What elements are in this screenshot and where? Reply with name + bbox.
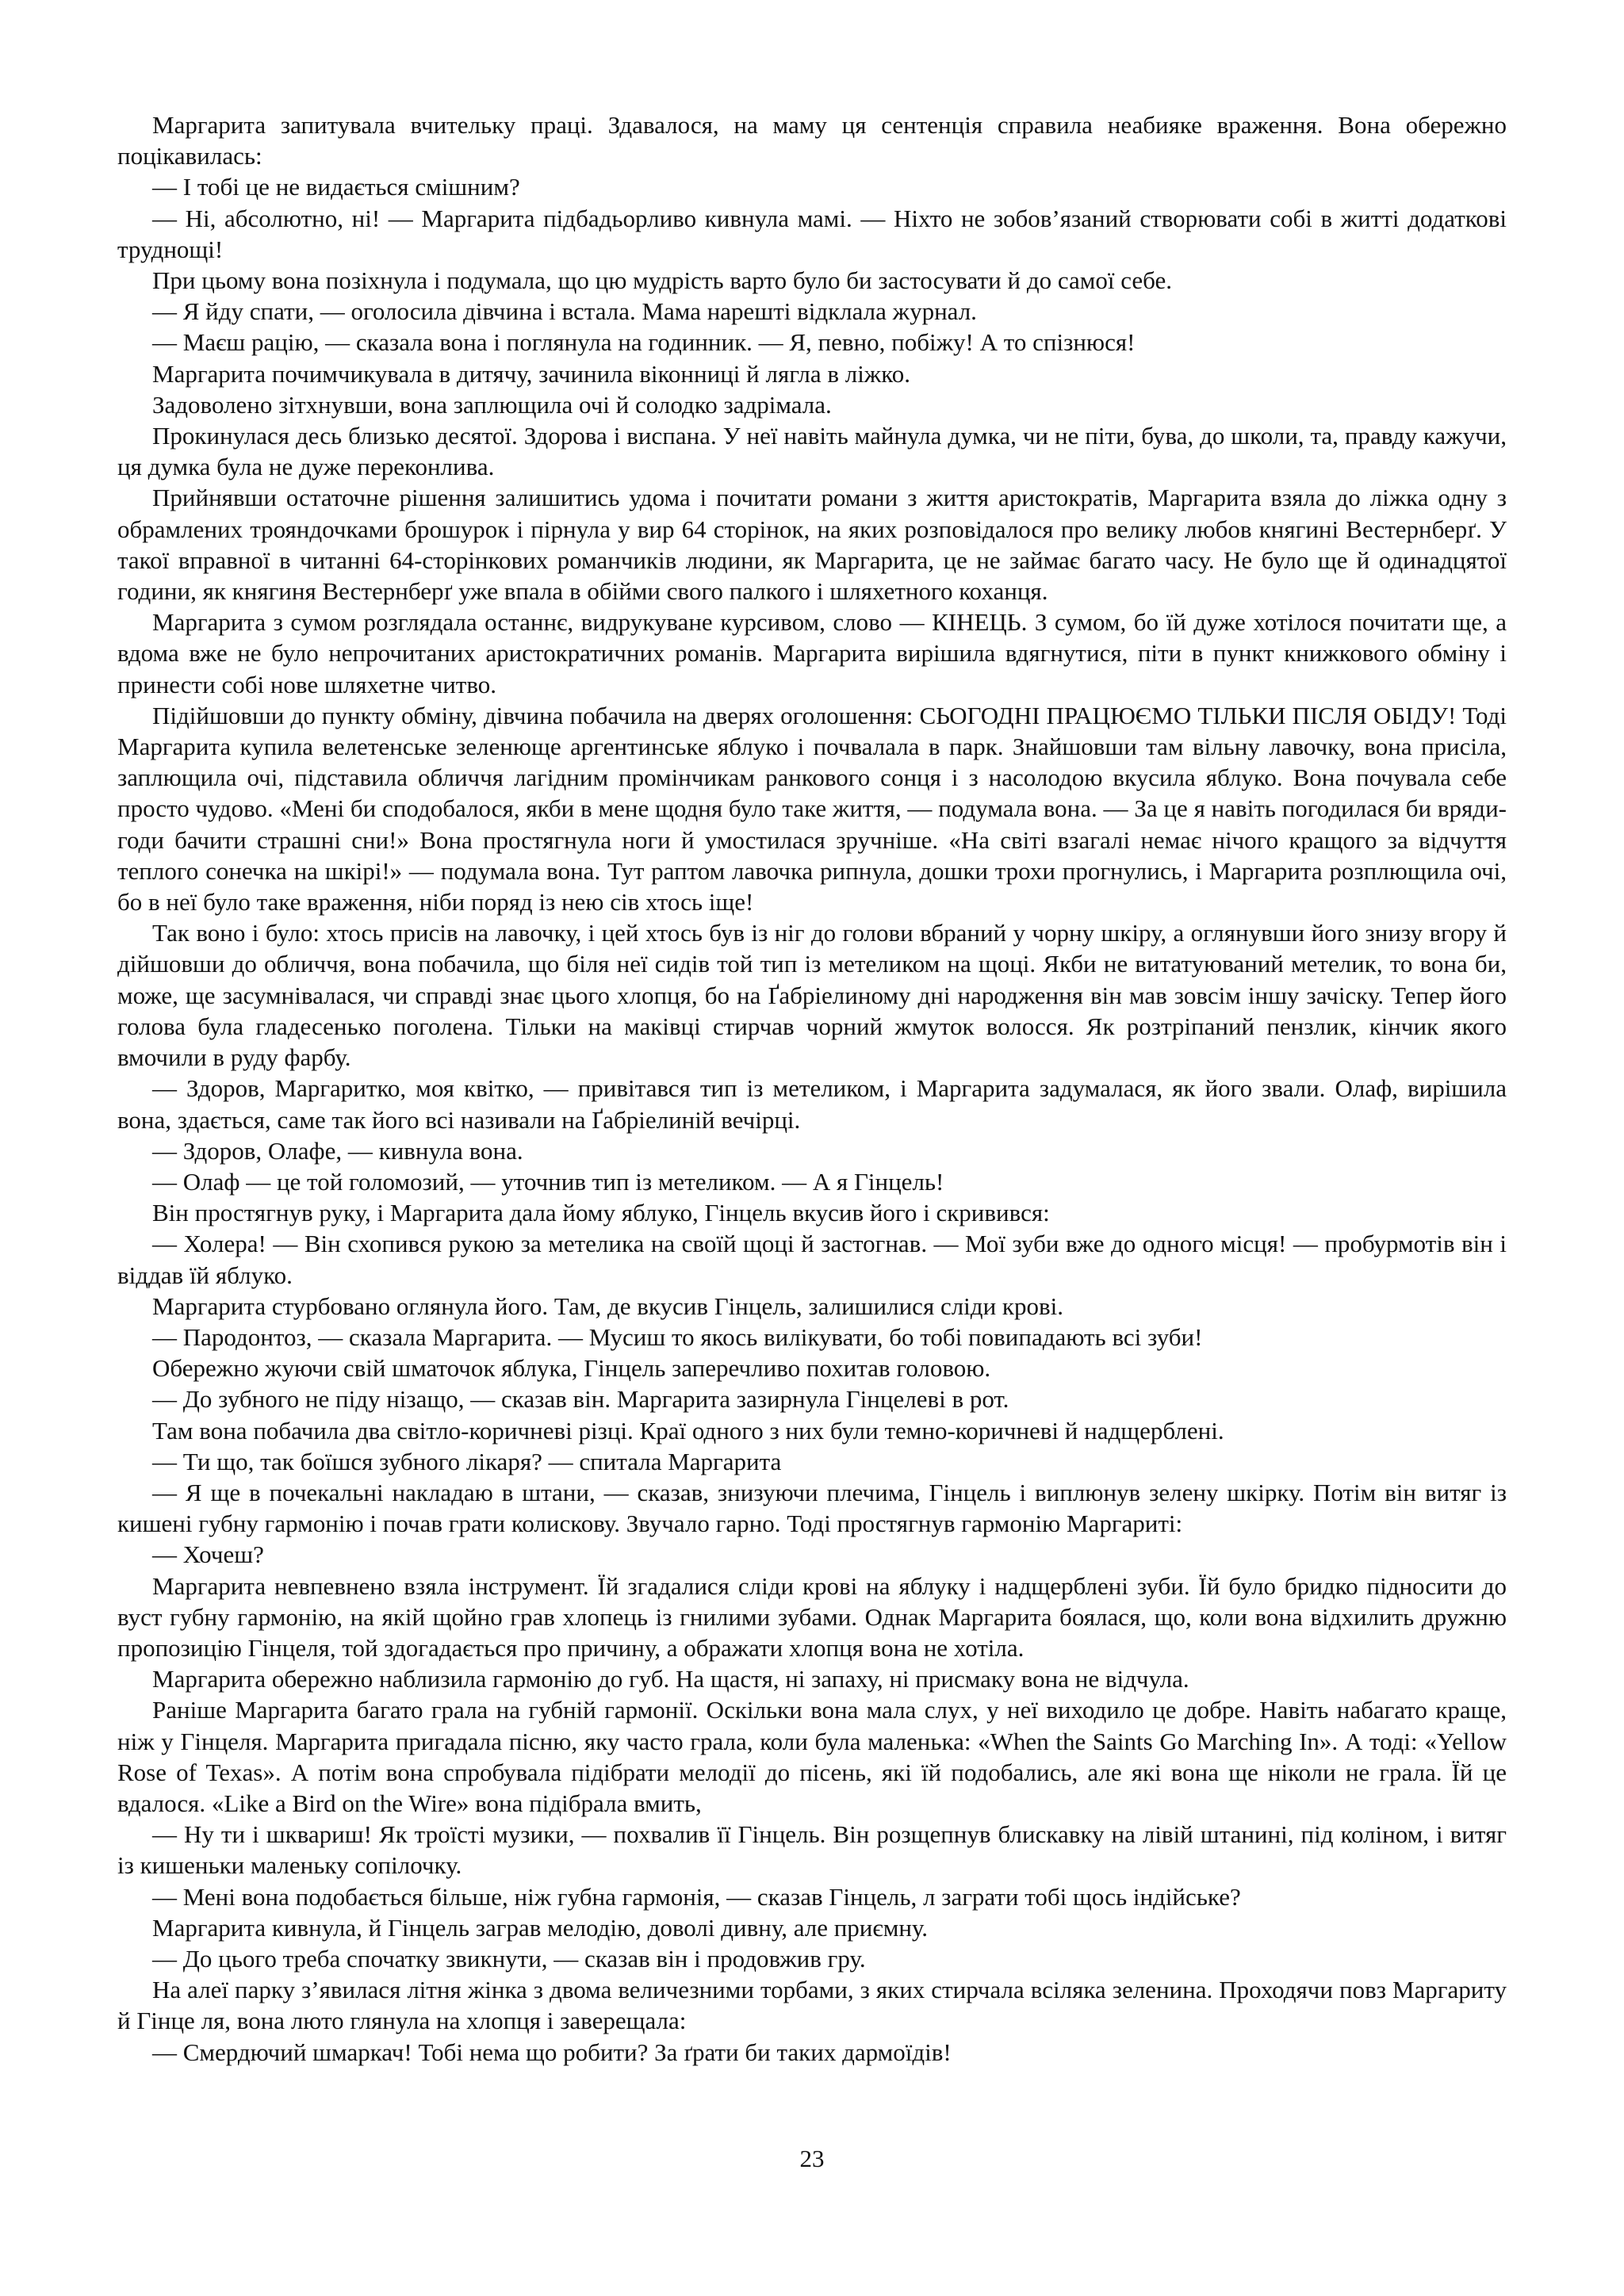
paragraph: — І тобі це не видається смішним? <box>152 173 520 201</box>
paragraph: — Пародонтоз, — сказала Маргарита. — Мусиш то якось вилікувати, бо тобі повипадають всі зуби! <box>152 1322 1203 1351</box>
paragraph: Маргарита обережно наблизила гармонію до губ. На щастя, ні запаху, ні присмаку вона не відчула. <box>152 1665 1189 1693</box>
paragraph: Маргарита невпевнено взяла інструмент. Їй згадалися сліди крові на яблуку і надщерблені зуби. Їй було бридко підносити до вуст губну гармонію, на якій щойно грав хлопець із гнилими зубами. Однак Маргарита боялася, що, коли вона відхилить дружню пропозицію Гінцеля, той здогадається про причину, а ображати хлопця вона не хотіла. <box>117 1571 1507 1662</box>
paragraph: Раніше Маргарита багато грала на губній гармонії. Оскільки вона мала слух, у неї виходило це добре. Навіть набагато краще, ніж у Гінцеля. Маргарита пригадала пісню, яку часто грала, коли була маленька: «When the Saints Go Marching In». А тоді: «Yellow Rose of Texas». А потім вона спробувала підібрати мелодії до пісень, які їй подобались, але які вона ще ніколи не грала. Їй це вдалося. «Like a Bird on the Wire» вона підібрала вмить, <box>117 1696 1507 1817</box>
paragraph: Обережно жуючи свій шматочок яблука, Гінцель заперечливо похитав головою. <box>152 1354 991 1383</box>
paragraph: — Смердючий шмаркач! Тобі нема що робити? За ґрати би таких дармоїдів! <box>152 2038 952 2066</box>
paragraph: — Здоров, Олафе, — кивнула вона. <box>152 1136 523 1165</box>
document-body <box>117 109 1507 2068</box>
paragraph: — Я ще в почекальні накладаю в штани, — сказав, знизуючи плечима, Гінцель і виплюнув зелену шкірку. Потім він витяг із кишені губну гармонію і почав грати колискову. Звучало гарно. Тоді простягнув гармонію Маргариті: <box>117 1478 1507 1538</box>
paragraph: Він простягнув руку, і Маргарита дала йому яблуко, Гінцель вкусив його і скривився: <box>152 1199 1050 1227</box>
paragraph: Маргарита стурбовано оглянула його. Там, де вкусив Гінцель, залишилися сліди крові. <box>152 1292 1063 1320</box>
paragraph: — До зубного не піду нізащо, — сказав він. Маргарита зазирнула Гінцелеві в рот. <box>152 1385 1009 1414</box>
paragraph: Прийнявши остаточне рішення залишитись удома і почитати романи з життя аристократів, Маргарита взяла до ліжка одну з обрамлених трояндочками брошурок і пірнула у вир 64 сторінок, на яких розповідалося про велику любов княгині Вестернберґ. У такої вправної в читанні 64-сторінкових романчиків людини, як Маргарита, це не займає багато часу. Не було ще й одинадцятої години, як княгиня Вестернберґ уже впала в обійми свого палкого і шляхетного коханця. <box>117 484 1507 606</box>
paragraph: — Мені вона подобається більше, ніж губна гармонія, — сказав Гінцель, л заграти тобі щось індійське? <box>152 1882 1241 1911</box>
paragraph: — До цього треба спочатку звикнути, — сказав він і продовжив гру. <box>152 1944 866 1973</box>
paragraph: — Хочеш? <box>152 1540 264 1569</box>
paragraph: — Маєш рацію, — сказала вона і поглянула на годинник. — Я, певно, побіжу! А то спізнюся! <box>152 328 1136 357</box>
paragraph: Там вона побачила два світло-коричневі різці. Краї одного з них були темно-коричневі й надщерблені. <box>152 1416 1224 1445</box>
paragraph: — Ти що, так боїшся зубного лікаря? — спитала Маргарита <box>152 1447 782 1475</box>
paragraph: Маргарита кивнула, й Гінцель заграв мелодію, доволі дивну, але приємну. <box>152 1913 929 1942</box>
paragraph: На алеї парку з’явилася літня жінка з двома величезними торбами, з яких стирчала всіляка зеленина. Проходячи повз Маргариту й Гінце ля, вона люто глянула на хлопця і заверещала: <box>117 1976 1507 2035</box>
paragraph: — Я йду спати, — оголосила дівчина і встала. Мама нарешті відклала журнал. <box>152 297 977 326</box>
paragraph: Маргарита почимчикувала в дитячу, зачинила віконниці й лягла в ліжко. <box>152 359 910 388</box>
paragraph: При цьому вона позіхнула і подумала, що цю мудрість варто було би застосувати й до самої себе. <box>152 266 1173 295</box>
paragraph: Маргарита запитувала вчительку праці. Здавалося, на маму ця сентенція справила неабияке враження. Вона обережно поцікавилась: <box>117 111 1507 170</box>
paragraph: Підійшовши до пункту обміну, дівчина побачила на дверях оголошення: СЬОГОДНІ ПРАЦЮЄМО ТІЛЬКИ ПІСЛЯ ОБІДУ! Тоді Маргарита купила велетенське зеленюще аргентинське яблуко і почвалала в парк. Знайшовши там вільну лавочку, вона присіла, заплющила очі, підставила обличчя лагідним промінчикам ранкового сонця і з насолодою вкусила яблуко. Вона почувала себе просто чудово. «Мені би сподобалося, якби в мене щодня було таке життя, — подумала вона. — За це я навіть погодилася би вряди-годи бачити страшні сни!» Вона простягнула ноги й умостилася зручніше. «На світі взагалі немає нічого кращого за відчуття теплого сонечка на шкірі!» — подумала вона. Тут раптом лавочка рипнула, дошки трохи прогнулись, і Маргарита розплющила очі, бо в неї було таке враження, ніби поряд із нею сів хтось іще! <box>117 701 1507 916</box>
paragraph: — Ні, абсолютно, ні! — Маргарита підбадьорливо кивнула мамі. — Ніхто не зобов’язаний створювати собі в житті додаткові труднощі! <box>117 204 1507 263</box>
paragraph: — Здоров, Маргаритко, моя квітко, — привітався тип із метеликом, і Маргарита задумалася, як його звали. Олаф, вирішила вона, здається, саме так його всі називали на Ґабріелиній вечірці. <box>117 1074 1507 1134</box>
paragraph: Задоволено зітхнувши, вона заплющила очі й солодко задрімала. <box>152 390 832 419</box>
page-number: 23 <box>799 2145 825 2172</box>
paragraph: — Холера! — Він схопився рукою за метелика на своїй щоці й застогнав. — Мої зуби вже до одного місця! — пробурмотів він і віддав їй яблуко. <box>117 1230 1507 1289</box>
paragraph: Маргарита з сумом розглядала останнє, видрукуване курсивом, слово — КІНЕЦЬ. З сумом, бо їй дуже хотілося почитати ще, а вдома вже не було непрочитаних аристократичних романів. Маргарита вирішила вдягнутися, піти в пункт книжкового обміну і принести собі нове шляхетне читво. <box>117 608 1507 698</box>
paragraph: Так воно і було: хтось присів на лавочку, і цей хтось був із ніг до голови вбраний у чорну шкіру, а оглянувши його знизу вгору й дійшовши до обличчя, вона побачила, що біля неї сидів той тип із метеликом на щоці. Якби не витатуюваний метелик, то вона би, може, ще засумнівалася, чи справді знає цього хлопця, бо на Ґабріелиному дні народження він мав зовсім іншу зачіску. Тепер його голова була гладесенько поголена. Тільки на маківці стирчав чорний жмуток волосся. Як розтріпаний пензлик, кінчик якого вмочили в руду фарбу. <box>117 919 1507 1072</box>
paragraph: — Ну ти і шквариш! Як троїсті музики, — похвалив її Гінцель. Він розщепнув блискавку на лівій штанині, під коліном, і витяг із кишеньки маленьку сопілочку. <box>117 1820 1507 1880</box>
paragraph: — Олаф — це той голомозий, — уточнив тип із метеликом. — А я Гінцель! <box>152 1167 944 1196</box>
paragraph: Прокинулася десь близько десятої. Здорова і виспана. У неї навіть майнула думка, чи не піти, бува, до школи, та, правду кажучи, ця думка була не дуже переконлива. <box>117 422 1507 481</box>
